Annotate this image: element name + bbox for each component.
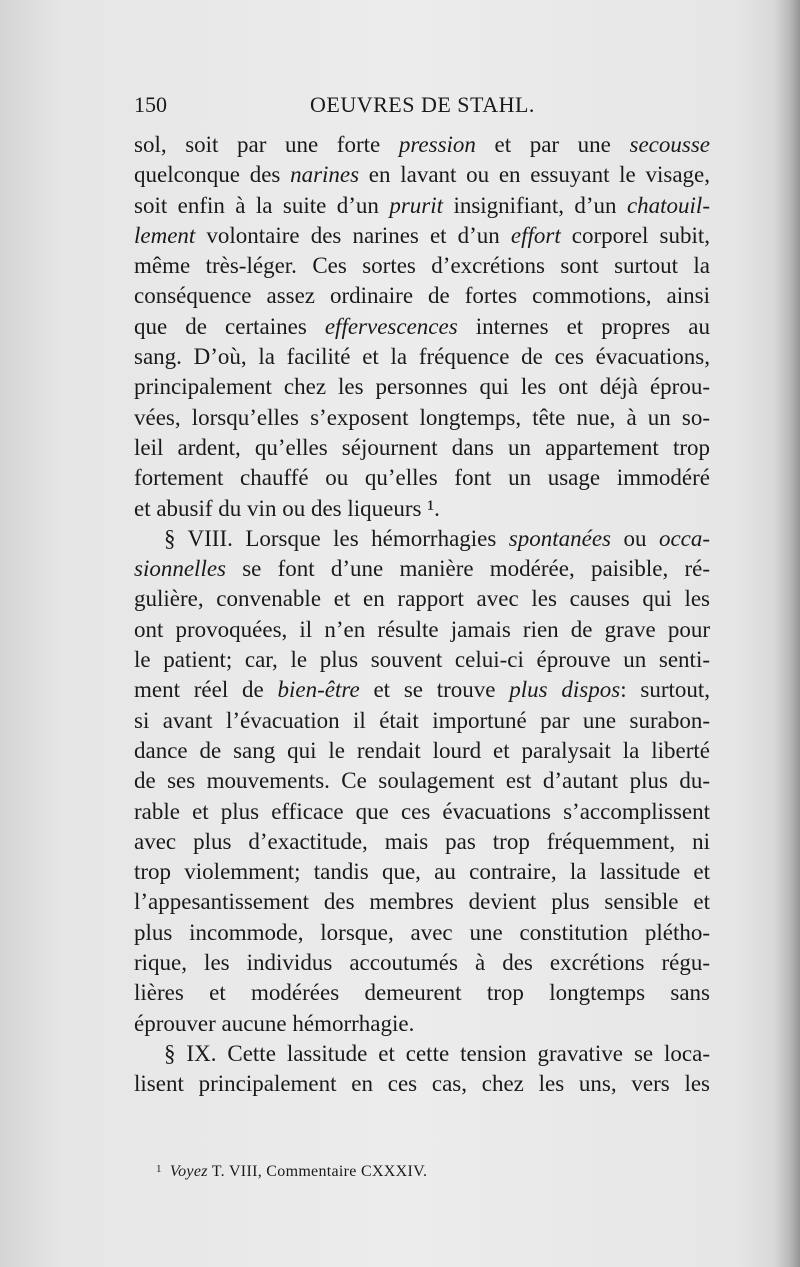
- text-line: [134, 675, 710, 705]
- text-segment: que de certaines: [134, 313, 325, 339]
- text-segment: et par une: [475, 132, 630, 157]
- text-segment: ment réel de: [134, 677, 278, 703]
- text-segment: § IX. Cette lassitude et cette tension gravative se loca-: [164, 1040, 710, 1066]
- text-segment: ont provoquées, il n’en résulte jamais rien de grave pour: [134, 616, 710, 642]
- text-segment: vées, lorsqu’elles s’exposent longtemps, tête nue, à un so-: [134, 404, 710, 430]
- footnote-marker: 1: [156, 1163, 162, 1175]
- italic-segment: effervescences: [324, 313, 458, 339]
- text-segment: en lavant ou en essuyant le visage,: [359, 162, 710, 188]
- text-segment: même très-léger. Ces sortes d’excrétions sont surtout la: [134, 253, 710, 279]
- text-line: [134, 584, 710, 614]
- text-line: [134, 1039, 710, 1069]
- text-line: [134, 978, 710, 1008]
- text-segment: § VIII. Lorsque les hémorrhagies: [164, 525, 509, 551]
- page-gutter-shadow: [774, 0, 800, 1267]
- text-segment: lières et modérées demeurent trop longtemps sans: [134, 980, 710, 1006]
- text-segment: volontaire des narines et d’un: [195, 222, 511, 248]
- text-segment: si avant l’évacuation il était importuné par une surabon-: [134, 707, 710, 733]
- text-line: [134, 857, 710, 887]
- text-segment: ou: [611, 525, 659, 551]
- text-segment: l’appesantissement des membres devient plus sensible et: [134, 889, 710, 915]
- text-line: [134, 918, 710, 948]
- italic-segment: plus dispos: [509, 677, 621, 703]
- text-line: [134, 524, 710, 554]
- italic-segment: occa-: [658, 525, 710, 551]
- text-segment: avec plus d’exactitude, mais pas trop fréquemment, ni: [134, 828, 710, 854]
- text-segment: internes et propres au: [457, 313, 710, 339]
- footnote-italic: Voyez: [169, 1163, 208, 1180]
- text-line: [134, 312, 710, 342]
- text-segment: insignifiant, d’un: [443, 192, 627, 218]
- text-line: [134, 130, 710, 160]
- text-segment: rique, les individus accoutumés à des excrétions régu-: [134, 950, 710, 976]
- text-line: [134, 221, 710, 251]
- text-line: [134, 1009, 710, 1039]
- text-line: [134, 463, 710, 493]
- text-line: [134, 160, 710, 190]
- text-line: [134, 645, 710, 675]
- text-line: [134, 797, 710, 827]
- text-line: [134, 372, 710, 402]
- text-line: [134, 281, 710, 311]
- text-segment: se font d’une manière modérée, paisible, ré-: [226, 556, 710, 582]
- italic-segment: spontanées: [508, 525, 612, 551]
- italic-segment: narines: [290, 162, 360, 188]
- text-segment: gulière, convenable et en rapport avec les causes qui les: [134, 586, 710, 612]
- text-line: [134, 706, 710, 736]
- text-segment: leil ardent, qu’elles séjournent dans un appartement trop: [134, 434, 710, 460]
- text-segment: : surtout,: [620, 677, 710, 703]
- footnote: [156, 1163, 427, 1181]
- text-segment: quelconque des: [134, 162, 291, 188]
- text-segment: sol, soit par une forte: [134, 132, 399, 157]
- italic-segment: prurit: [389, 192, 444, 218]
- body-text: [134, 130, 710, 1100]
- page-header: [134, 92, 714, 128]
- text-line: [134, 403, 710, 433]
- text-line: [134, 948, 710, 978]
- text-segment: et abusif du vin ou des liqueurs ¹.: [134, 495, 440, 521]
- running-title: OEUVRES DE STAHL.: [310, 92, 535, 117]
- text-line: [134, 494, 710, 524]
- text-segment: soit enfin à la suite d’un: [134, 192, 390, 218]
- page-number: 150: [134, 92, 167, 117]
- text-segment: principalement chez les personnes qui les ont déjà éprou-: [134, 374, 710, 400]
- text-line: [134, 191, 710, 221]
- text-segment: sang. D’où, la facilité et la fréquence de ces évacuations,: [134, 344, 710, 370]
- text-segment: lisent principalement en ces cas, chez les uns, vers les: [134, 1071, 710, 1097]
- text-segment: éprouver aucune hémorrhagie.: [134, 1010, 415, 1036]
- italic-segment: pression: [398, 132, 476, 157]
- text-segment: rable et plus efficace que ces évacuations s’accomplissent: [134, 798, 710, 824]
- text-line: [134, 433, 710, 463]
- text-segment: et se trouve: [359, 677, 510, 703]
- text-line: [134, 1069, 710, 1099]
- text-segment: corporel subit,: [560, 222, 710, 248]
- italic-segment: effort: [510, 222, 561, 248]
- text-line: [134, 887, 710, 917]
- text-line: [134, 615, 710, 645]
- text-line: [134, 766, 710, 796]
- text-segment: plus incommode, lorsque, avec une constitution plétho-: [134, 919, 710, 945]
- text-line: [134, 554, 710, 584]
- italic-segment: chatouil-: [626, 192, 710, 218]
- footnote-rest: T. VIII, Commentaire CXXXIV.: [207, 1163, 428, 1180]
- text-segment: dance de sang qui le rendait lourd et paralysait la liberté: [134, 737, 710, 763]
- text-segment: trop violemment; tandis que, au contraire, la lassitude et: [134, 859, 710, 885]
- italic-segment: lement: [134, 222, 196, 248]
- italic-segment: sionnelles: [134, 556, 226, 582]
- text-segment: conséquence assez ordinaire de fortes commotions, ainsi: [134, 283, 710, 309]
- text-segment: le patient; car, le plus souvent celui-ci éprouve un senti-: [134, 647, 710, 673]
- text-segment: de ses mouvements. Ce soulagement est d’autant plus du-: [134, 768, 710, 794]
- text-segment: fortement chauffé ou qu’elles font un usage immodéré: [134, 465, 710, 491]
- italic-segment: bien-être: [277, 677, 360, 703]
- text-line: [134, 342, 710, 372]
- text-line: [134, 736, 710, 766]
- text-line: [134, 251, 710, 281]
- italic-segment: secousse: [629, 132, 710, 157]
- text-line: [134, 827, 710, 857]
